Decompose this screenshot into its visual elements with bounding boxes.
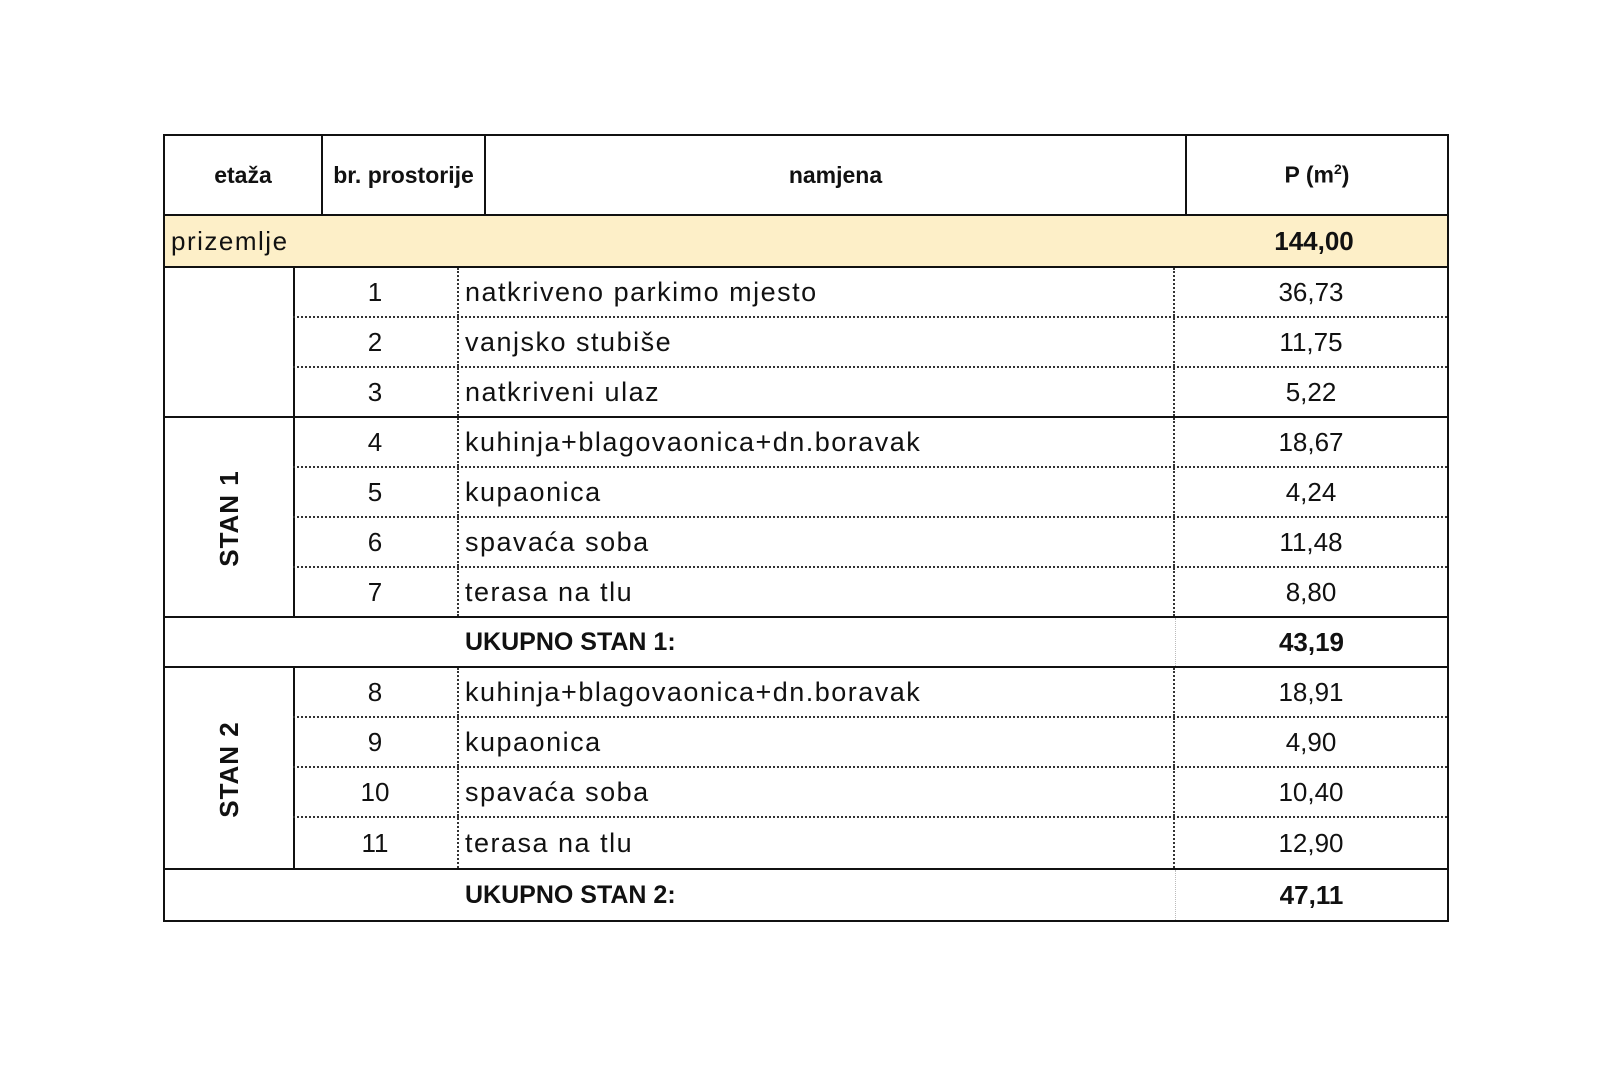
header-prostorija-label: br. prostorije: [333, 161, 474, 188]
table-row: [293, 518, 1447, 568]
floor-name: [165, 216, 1181, 266]
row-area: [1175, 718, 1447, 766]
table-row: [293, 818, 1447, 868]
row-area: [1175, 368, 1447, 416]
stan1-total-label-text: UKUPNO STAN 1:: [465, 627, 676, 656]
row-purpose: [459, 368, 1175, 416]
row-area: [1175, 818, 1447, 868]
row-number-value: 4: [367, 426, 383, 457]
common-block: [165, 268, 1447, 418]
stan2-total-label: [459, 870, 1181, 920]
header-povrsina-prefix: P (m: [1284, 161, 1334, 188]
row-number-value: 3: [367, 376, 383, 407]
stan1-total-value-text: 43,19: [1278, 626, 1345, 657]
row-purpose-value: terasa na tlu: [465, 827, 634, 858]
row-number: [293, 668, 459, 716]
row-number: [293, 518, 459, 566]
row-number-value: 5: [367, 476, 383, 507]
row-number-value: 11: [361, 827, 389, 858]
row-area-value: 11,48: [1279, 526, 1343, 557]
header-etaza: [165, 136, 323, 214]
row-area-value: 4,24: [1285, 476, 1337, 507]
row-purpose-value: vanjsko stubiše: [465, 326, 673, 357]
row-purpose-value: spavaća soba: [465, 526, 650, 557]
row-number: [293, 468, 459, 516]
floor-total: [1181, 216, 1447, 266]
row-number-value: 2: [367, 326, 383, 357]
row-purpose-value: natkriveno parkimo mjesto: [465, 276, 818, 307]
row-area-value: 4,90: [1285, 726, 1337, 757]
row-area: [1175, 318, 1447, 366]
table-row: [293, 368, 1447, 416]
floor-row: [165, 216, 1447, 268]
table-row: [293, 668, 1447, 718]
row-area-value: 5,22: [1285, 376, 1337, 407]
table-row: [293, 318, 1447, 368]
row-purpose: [459, 468, 1175, 516]
stan2-total-value-text: 47,11: [1279, 879, 1344, 910]
stan2-label: STAN 2: [213, 720, 244, 818]
row-number: [293, 268, 459, 316]
header-namjena-label: namjena: [788, 161, 883, 188]
room-area-table: [163, 134, 1449, 922]
stan1-block: [165, 418, 1447, 618]
row-area: [1175, 418, 1447, 466]
table-row: [293, 468, 1447, 518]
row-area-value: 18,67: [1278, 426, 1344, 457]
stan1-total-row: [165, 618, 1447, 668]
row-purpose: [459, 768, 1175, 816]
row-purpose-value: kupaonica: [465, 726, 602, 757]
row-number: [293, 768, 459, 816]
row-number-value: 9: [367, 726, 383, 757]
table-row: [293, 268, 1447, 318]
common-group-cell: [165, 268, 295, 418]
stan1-total-label: [459, 618, 1181, 666]
stan2-group-cell: [165, 668, 295, 870]
table-row: [293, 718, 1447, 768]
header-povrsina-exp: 2: [1333, 161, 1342, 178]
header-namjena: [486, 136, 1187, 214]
header-etaza-label: etaža: [214, 161, 272, 188]
row-area-value: 36,73: [1278, 276, 1344, 307]
row-purpose: [459, 268, 1175, 316]
stan2-total-row: [165, 870, 1447, 920]
row-number: [293, 318, 459, 366]
row-purpose: [459, 518, 1175, 566]
row-number-value: 8: [367, 676, 383, 707]
header-prostorija: [323, 136, 486, 214]
row-number: [293, 418, 459, 466]
row-number: [293, 718, 459, 766]
row-area: [1175, 518, 1447, 566]
header-povrsina-suffix: ): [1341, 161, 1350, 188]
row-number-value: 6: [367, 526, 383, 557]
table-row: [293, 568, 1447, 616]
stan2-total-label-text: UKUPNO STAN 2:: [465, 880, 676, 909]
row-area: [1175, 268, 1447, 316]
row-purpose-value: kuhinja+blagovaonica+dn.boravak: [465, 676, 922, 707]
table-row: [293, 768, 1447, 818]
row-purpose: [459, 318, 1175, 366]
stan1-total-value: [1175, 618, 1447, 666]
row-area-value: 8,80: [1285, 576, 1337, 607]
row-area-value: 10,40: [1278, 776, 1344, 807]
row-purpose-value: kuhinja+blagovaonica+dn.boravak: [465, 426, 922, 457]
stan1-group-cell: [165, 418, 295, 618]
row-number: [293, 818, 459, 868]
row-number-value: 1: [367, 276, 383, 307]
stan2-total-value: [1175, 870, 1447, 920]
floor-total-value: 144,00: [1274, 225, 1354, 256]
row-area-value: 12,90: [1278, 827, 1344, 858]
row-purpose: [459, 568, 1175, 616]
row-area: [1175, 468, 1447, 516]
floor-name-label: prizemlje: [171, 225, 289, 256]
row-area-value: 18,91: [1278, 676, 1344, 707]
row-purpose-value: terasa na tlu: [465, 576, 634, 607]
row-area: [1175, 568, 1447, 616]
row-purpose-value: natkriveni ulaz: [465, 376, 661, 407]
row-purpose-value: kupaonica: [465, 476, 602, 507]
row-purpose: [459, 418, 1175, 466]
row-number: [293, 368, 459, 416]
row-number-value: 10: [360, 776, 390, 807]
row-purpose: [459, 718, 1175, 766]
row-area-value: 11,75: [1279, 326, 1343, 357]
header-povrsina: [1187, 136, 1447, 214]
header-povrsina-label: [1285, 161, 1350, 189]
stan2-block: [165, 668, 1447, 870]
table-row: [293, 418, 1447, 468]
stan1-label: STAN 1: [213, 469, 244, 567]
table-header-row: [165, 136, 1447, 216]
row-number: [293, 568, 459, 616]
row-area: [1175, 768, 1447, 816]
row-purpose-value: spavaća soba: [465, 776, 650, 807]
row-area: [1175, 668, 1447, 716]
row-purpose: [459, 818, 1175, 868]
row-purpose: [459, 668, 1175, 716]
row-number-value: 7: [367, 576, 383, 607]
